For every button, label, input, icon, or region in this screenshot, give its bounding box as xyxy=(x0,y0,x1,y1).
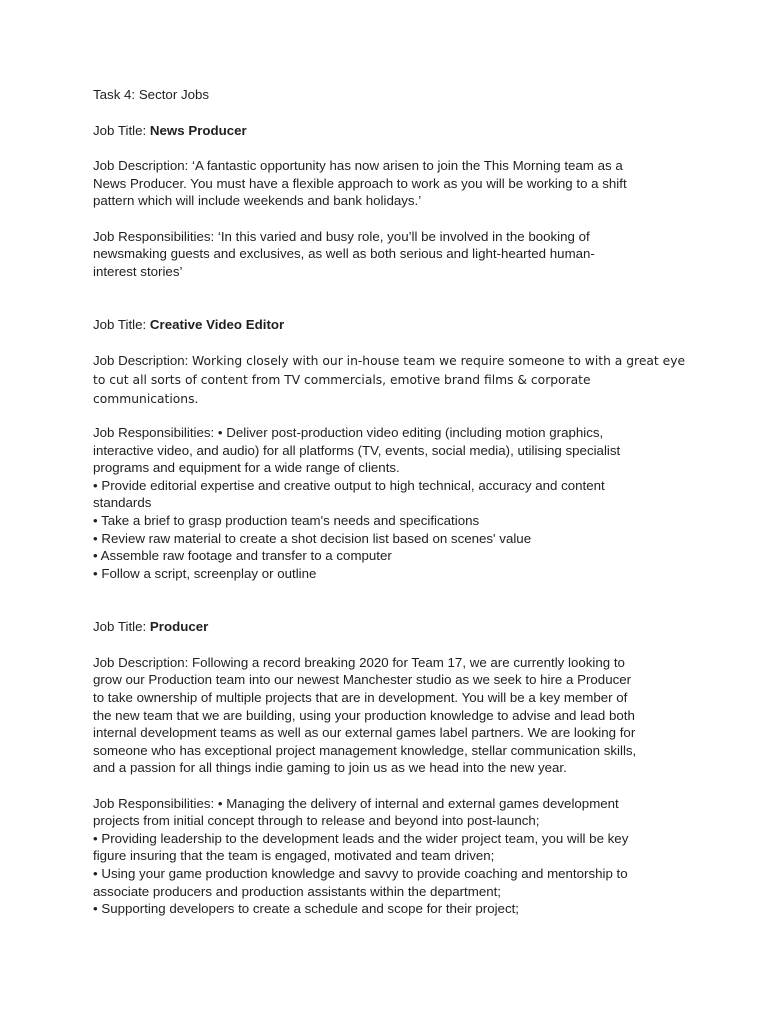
job-responsibilities-line: newsmaking guests and exclusives, as well as both serious and light-hearted human- xyxy=(93,246,595,262)
job-title-label: Job Title: xyxy=(93,122,150,138)
job-responsibilities-line: Job Responsibilities: • Deliver post-production video editing (including motion graphics, xyxy=(93,424,604,440)
job-responsibilities-line: • Using your game production knowledge and savvy to provide coaching and mentorship to xyxy=(93,866,628,881)
job-description-label: Job Description: xyxy=(93,352,193,368)
job-title-value: Producer xyxy=(149,619,209,635)
job-description xyxy=(93,157,693,210)
job-responsibilities-line: interest stories’ xyxy=(93,263,183,279)
section-spacer xyxy=(93,582,693,618)
job-responsibilities-line: interactive video, and audio) for all platforms (TV, events, social media), utilising specialist xyxy=(93,442,621,458)
job-responsibilities-line: programs and equipment for a wide range of clients. xyxy=(93,460,400,476)
job-title-value: News Producer xyxy=(149,122,247,138)
job-responsibilities-line: • Review raw material to create a shot decision list based on scenes' value xyxy=(93,530,532,546)
job-description-line: pattern which will include weekends and bank holidays.’ xyxy=(93,193,422,209)
job-responsibilities-label: Job Responsibilities: xyxy=(93,228,218,244)
document-heading: Task 4: Sector Jobs xyxy=(93,87,210,102)
job-responsibilities-line: Job Responsibilities: ‘In this varied and busy role, you’ll be involved in the booking of xyxy=(93,228,590,244)
job-responsibilities-line: • Providing leadership to the development leads and the wider project team, you will be key xyxy=(93,830,629,846)
job-description-line: Job Description: Working closely with our in-house team we require someone to with a great eye xyxy=(93,352,686,368)
job-responsibilities-line: • Provide editorial expertise and creative output to high technical, accuracy and content xyxy=(93,477,605,493)
job-description-line: to cut all sorts of content from TV commercials, emotive brand films & corporate xyxy=(93,372,591,387)
document-page xyxy=(93,86,693,918)
job-description-label: Job Description: xyxy=(93,158,193,174)
job-title-label: Job Title: xyxy=(93,317,150,333)
job-section-news-producer xyxy=(93,122,693,281)
job-responsibilities xyxy=(93,424,693,582)
job-description-label: Job Description: xyxy=(93,654,193,670)
job-responsibilities xyxy=(93,795,693,918)
job-responsibilities-line: • Supporting developers to create a schedule and scope for their project; xyxy=(93,901,519,917)
job-description-line: grow our Production team into our newest Manchester studio as we seek to hire a Producer xyxy=(93,672,632,688)
job-responsibilities-line: standards xyxy=(93,495,152,511)
job-title-value: Creative Video Editor xyxy=(149,317,285,333)
job-description-line: someone who has exceptional project management knowledge, stellar communication skills, xyxy=(93,742,637,758)
job-responsibilities-line: projects from initial concept through to release and beyond into post-launch; xyxy=(93,813,540,829)
job-description xyxy=(93,352,693,409)
job-description-line: to take ownership of multiple projects that are in development. You will be a key member of xyxy=(93,690,628,706)
job-title-label: Job Title: xyxy=(93,619,150,635)
job-description-line: internal development teams as well as our external games label partners. We are looking for xyxy=(93,725,636,741)
job-responsibilities-line: • Assemble raw footage and transfer to a computer xyxy=(93,548,392,564)
job-title-line xyxy=(93,618,693,636)
job-description-line: Job Description: ‘A fantastic opportunity has now arisen to join the This Morning team as a xyxy=(93,158,623,174)
job-responsibilities-line: associate producers and production assistants within the department; xyxy=(93,883,502,899)
job-description-line: Job Description: Following a record breaking 2020 for Team 17, we are currently looking to xyxy=(93,654,625,670)
job-description-line: the new team that we are building, using your production knowledge to advise and lead both xyxy=(93,707,635,723)
job-section-creative-video-editor xyxy=(93,316,693,582)
job-description-line: and a passion for all things indie gaming to join us as we head into the new year. xyxy=(93,760,567,776)
job-responsibilities-line: • Take a brief to grasp production team's needs and specifications xyxy=(93,512,480,528)
job-responsibilities-line: figure insuring that the team is engaged, motivated and team driven; xyxy=(93,848,495,864)
job-responsibilities-line: • Follow a script, screenplay or outline xyxy=(93,565,317,581)
job-responsibilities-label: Job Responsibilities: xyxy=(93,424,218,440)
job-section-producer xyxy=(93,618,693,918)
job-description xyxy=(93,654,693,777)
job-responsibilities xyxy=(93,228,693,281)
job-description-line: News Producer. You must have a flexible approach to work as you will be working to a shift xyxy=(93,175,627,191)
job-responsibilities-line: Job Responsibilities: • Managing the delivery of internal and external games development xyxy=(93,795,619,811)
job-description-line: communications. xyxy=(93,391,199,406)
job-title-line xyxy=(93,122,693,140)
job-title-line xyxy=(93,316,693,334)
section-spacer xyxy=(93,280,693,316)
job-responsibilities-label: Job Responsibilities: xyxy=(93,795,218,811)
